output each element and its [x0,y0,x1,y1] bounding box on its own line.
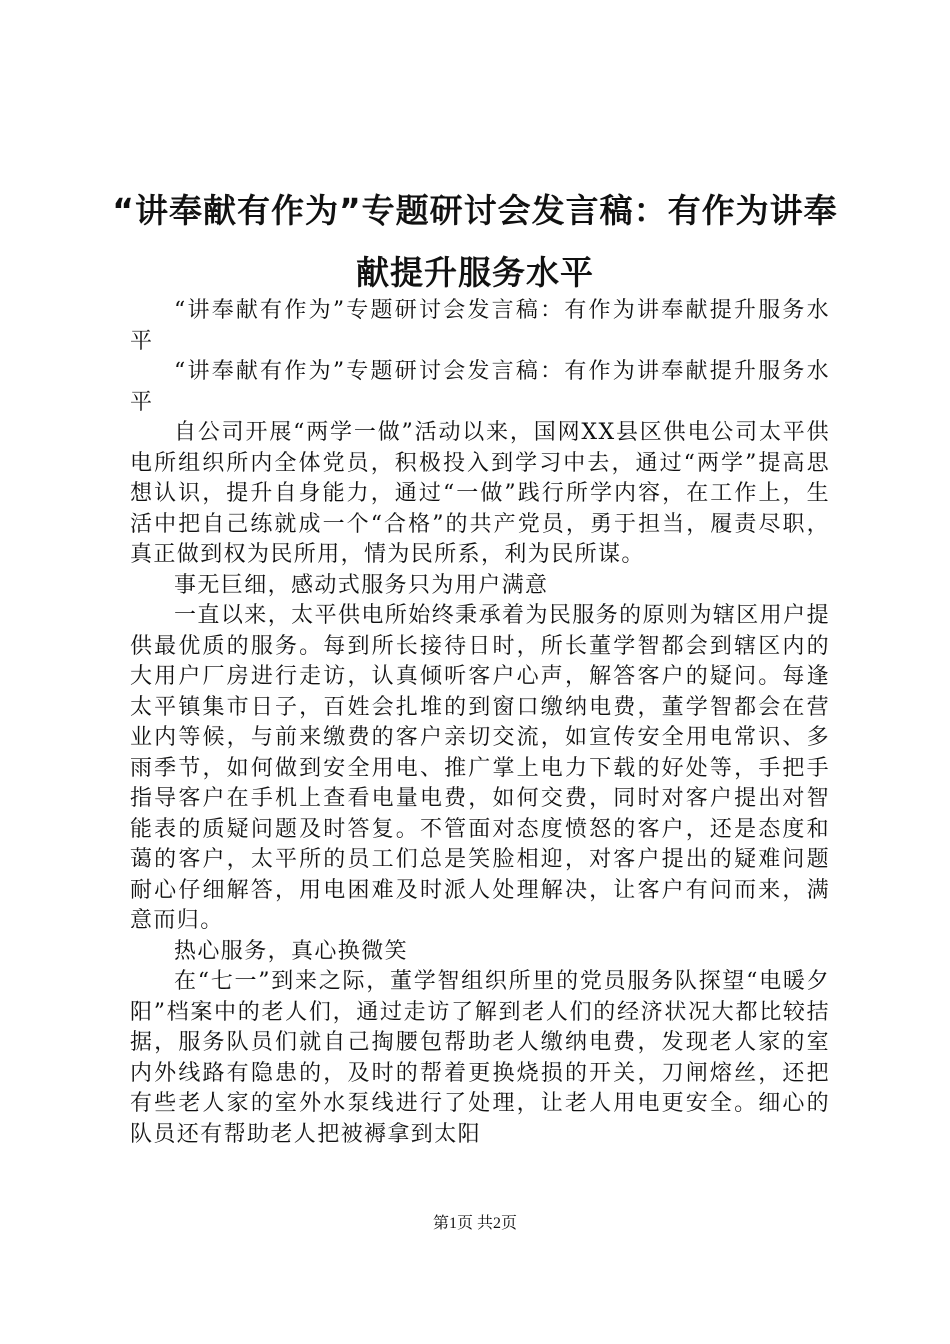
document-body [130,296,830,1150]
paragraph: 在“七一”到来之际，董学智组织所里的党员服务队探望“电暖夕阳”档案中的老人们，通过走访了解到老人们的经济状况大都比较拮据，服务队员们就自己掏腰包帮助老人缴纳电费，发现老人家的室内外线路有隐患的，及时的帮着更换烧损的开关，刀闸熔丝，还把有些老人家的室外水泵线进行了处理，让老人用电更安全。细心的队员还有帮助老人把被褥拿到太阳 [130,969,830,1147]
paragraph: “讲奉献有作为”专题研讨会发言稿：有作为讲奉献提升服务水平 [130,298,830,354]
paragraph: “讲奉献有作为”专题研讨会发言稿：有作为讲奉献提升服务水平 [130,359,830,415]
section-heading: 热心服务，真心换微笑 [174,938,409,964]
section-heading: 事无巨细，感动式服务只为用户满意 [174,572,549,598]
page-footer: 第1页 共2页 [432,1215,517,1232]
paragraph: 一直以来，太平供电所始终秉承着为民服务的原则为辖区用户提供最优质的服务。每到所长接待日时，所长董学智都会到辖区内的大用户厂房进行走访，认真倾听客户心声，解答客户的疑问。每逢太平镇集市日子，百姓会扎堆的到窗口缴纳电费，董学智都会在营业内等候，与前来缴费的客户亲切交流，如宣传安全用电常识、多雨季节，如何做到安全用电、推广掌上电力下载的好处等，手把手指导客户在手机上查看电量电费，如何交费，同时对客户提出对智能表的质疑问题及时答复。不管面对态度愤怒的客户，还是态度和蔼的客户，太平所的员工们总是笑脸相迎，对客户提出的疑难问题耐心仔细解答，用电困难及时派人处理解决，让客户有问而来，满意而归。 [130,603,830,933]
document-title: “讲奉献有作为”专题研讨会发言稿：有作为讲奉献提升服务水平 [112,191,838,292]
paragraph: 自公司开展“两学一做”活动以来，国网XX县区供电公司太平供电所组织所内全体党员，积极投入到学习中去，通过“两学”提高思想认识，提升自身能力，通过“一做”践行所学内容，在工作上，生活中把自己练就成一个“合格”的共产党员，勇于担当，履责尽职，真正做到权为民所用，情为民所系，利为民所谋。 [130,420,830,567]
